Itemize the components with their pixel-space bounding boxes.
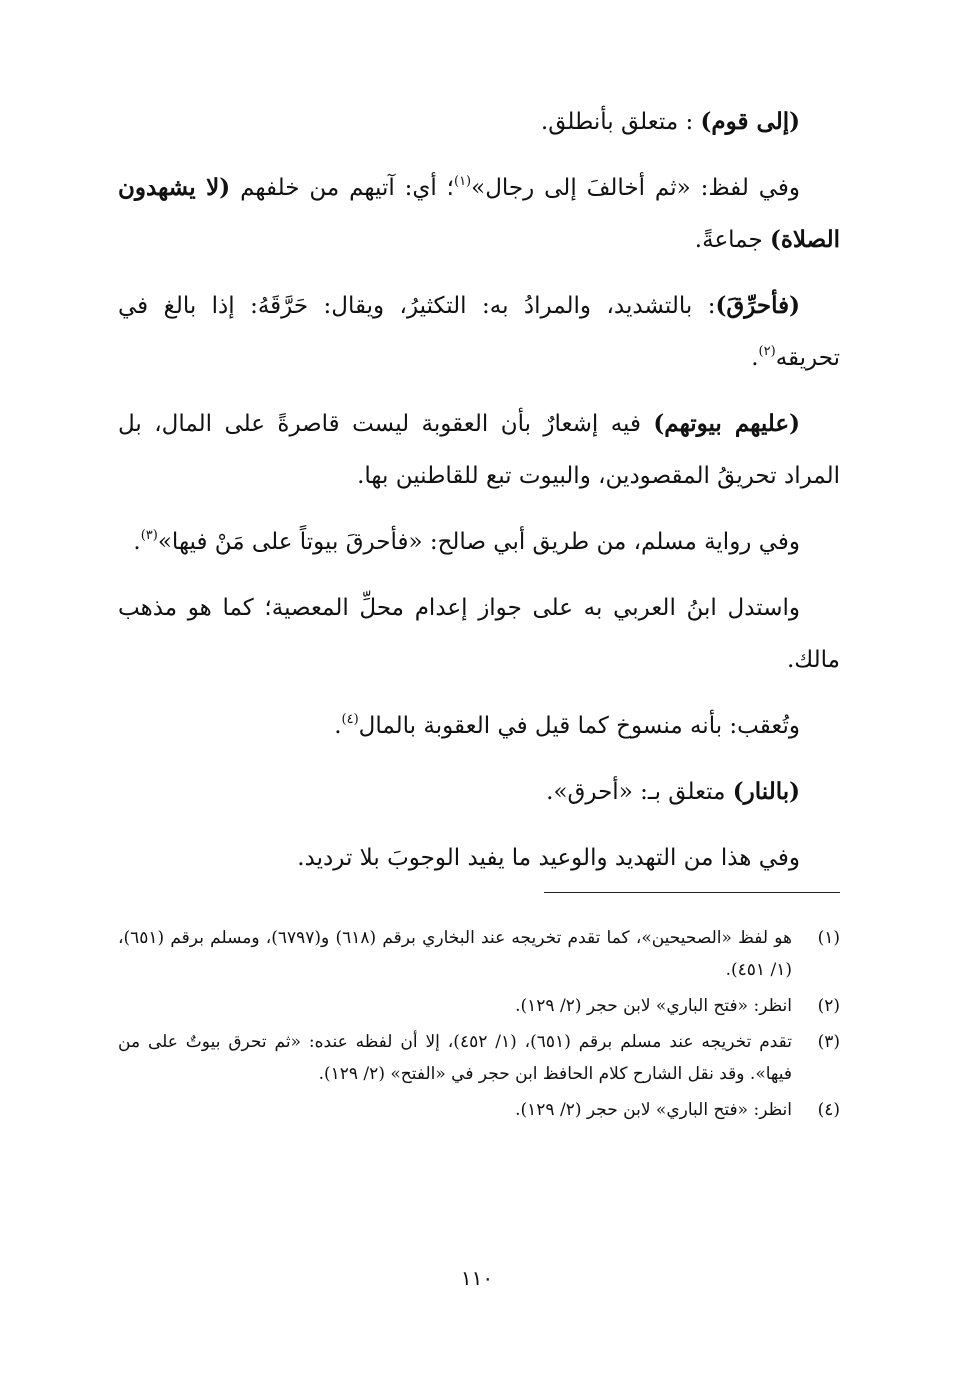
footnote-number: (٣) [817,1032,840,1052]
term-alayhim-buyutahum: (عليهم بيوتهم) [653,410,801,437]
paragraph-7-text-b: . [334,713,342,739]
paragraph-5-text-a: وفي رواية مسلم، من طريق أبي صالح: «فأحرقَ بيوتاً على مَنْ فيها» [157,529,800,555]
footnote-ref-3[interactable]: (٣) [140,528,158,543]
footnote-number: (٤) [817,1100,840,1120]
paragraph-3-text-b: . [751,345,759,371]
term-la-yashhadun: (لا يشهدون الصلاة) [118,174,840,253]
paragraph-6 [118,582,840,686]
paragraph-2-text-b: ؛ أي: آتيهم من خلفهم [240,175,454,201]
paragraph-5-text-b: . [133,529,141,555]
page-number: ١١٠ [460,1266,494,1290]
term-ila-qawm: (إلى قوم) [700,108,800,135]
footnote-ref-4[interactable]: (٤) [341,712,359,727]
paragraph-7-text-a: وتُعقب: بأنه منسوخ كما قيل في العقوبة بالمال [358,713,800,739]
paragraph-9-text: وفي هذا من التهديد والوعيد ما يفيد الوجوبَ بلا ترديد. [297,845,800,871]
paragraph-3-text-a: : بالتشديد، والمرادُ به: التكثيرُ، ويقال: حَرَّقَهُ: إذا بالغ في تحريقه [118,293,840,371]
footnote-3 [118,1026,840,1090]
footnotes [118,922,840,1130]
main-text [118,96,840,898]
paragraph-3 [118,280,840,384]
term-bin-nar: (بالنار) [732,778,800,805]
footnote-text: هو لفظ «الصحيحين»، كما تقدم تخريجه عند البخاري برقم (٦١٨) و(٦٧٩٧)، ومسلم برقم (٦٥١)، (١/ ٤٥١). [118,928,792,980]
footnote-text: انظر: «فتح الباري» لابن حجر (٢/ ١٢٩). [515,996,792,1016]
footnote-ref-2[interactable]: (٢) [758,344,776,359]
term-fa-uharriq: (فأحرِّقَ) [715,292,800,319]
footnote-2 [118,990,840,1022]
paragraph-4-text: فيه إشعارٌ بأن العقوبة ليست قاصرةً على المال، بل المراد تحريقُ المقصودين، والبيوت تبع للقاطنين بها. [118,411,840,489]
footnote-number: (١) [817,928,840,948]
footnote-ref-1[interactable]: (١) [453,174,472,189]
footnote-text: انظر: «فتح الباري» لابن حجر (٢/ ١٢٩). [515,1100,792,1120]
paragraph-2-text-c: جماعةً. [694,227,763,253]
paragraph-6-text: واستدل ابنُ العربي به على جواز إعدام محلِّ المعصية؛ كما هو مذهب مالك. [118,595,840,673]
footnote-number: (٢) [817,996,840,1016]
footnote-1 [118,922,840,986]
paragraph-1-text: : متعلق بأنطلق. [540,109,694,135]
paragraph-5 [118,516,840,568]
paragraph-4 [118,398,840,502]
footnote-4 [118,1094,840,1126]
paragraph-9 [118,832,840,884]
paragraph-2 [118,162,840,266]
paragraph-7 [118,700,840,752]
paragraph-8-text: متعلق بـ: «أحرق». [546,779,726,805]
paragraph-8 [118,766,840,818]
footnote-separator [544,892,840,893]
footnote-text: تقدم تخريجه عند مسلم برقم (٦٥١)، (١/ ٤٥٢)، إلا أن لفظه عنده: «ثم تحرق بيوتٌ على من فيها». وقد نقل الشارح كلام الحافظ ابن حجر في «الفتح» (٢/ ١٢٩). [118,1032,793,1084]
paragraph-1 [118,96,840,148]
paragraph-2-text-a: وفي لفظ: «ثم أخالفَ إلى رجال» [471,175,800,201]
